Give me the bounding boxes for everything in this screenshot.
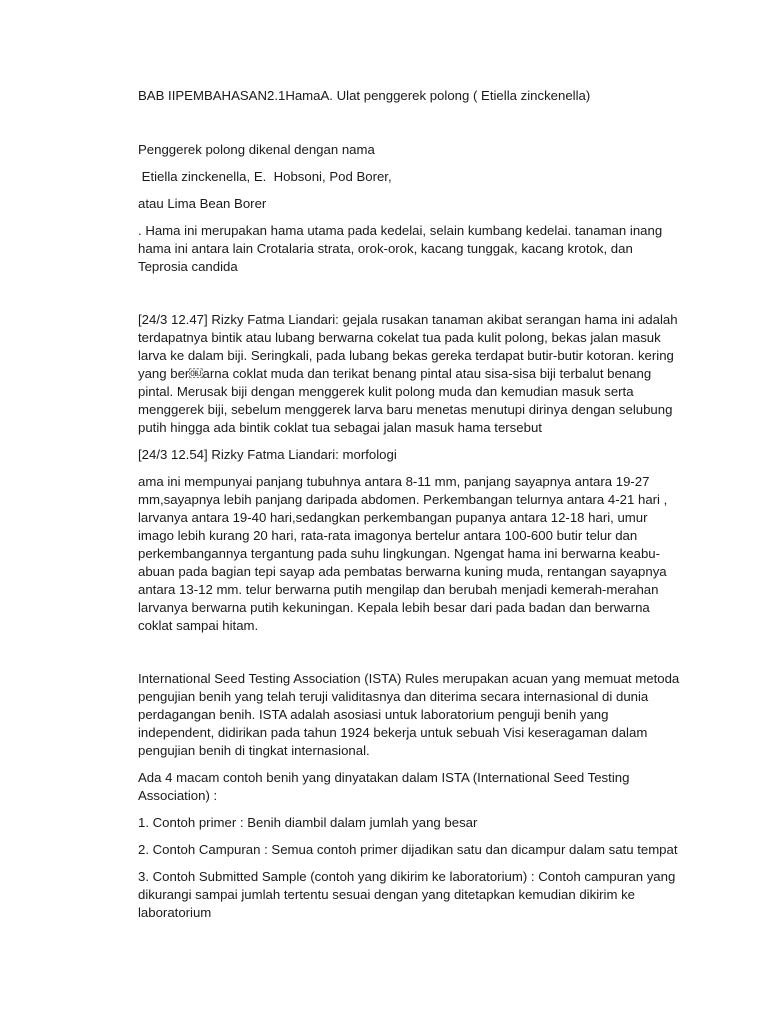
chat-message-morfologi-header: [24/3 12.54] Rizky Fatma Liandari: morfologi bbox=[138, 447, 397, 462]
intro-line-2: Etiella zinckenella, E. Hobsoni, Pod Borer, bbox=[138, 169, 392, 184]
ista-intro: Ada 4 macam contoh benih yang dinyatakan dalam ISTA (International Seed Testing Association) : bbox=[138, 770, 630, 803]
list-item-submitted: 3. Contoh Submitted Sample (contoh yang dikirim ke laboratorium) : Contoh campuran yang dikurangi sampai jumlah tertentu sesuai dengan yang ditetapkan kemudian dikirim ke laboratorium bbox=[138, 869, 676, 920]
list-item-primer: 1. Contoh primer : Benih diambil dalam jumlah yang besar bbox=[138, 815, 478, 830]
ista-paragraph: International Seed Testing Association (ISTA) Rules merupakan acuan yang memuat metoda pengujian benih yang telah teruji validitasnya dan diterima secara internasional di dunia perdagangan benih. ISTA adalah asosiasi untuk laboratorium penguji benih yang independent, didirikan pada tahun 1924 bekerja untuk sebuah Visi keseragaman dalam pengujian benih di tingkat internasional. bbox=[138, 671, 680, 758]
document-page bbox=[138, 87, 683, 931]
document-title: BAB IIPEMBAHASAN2.1HamaA. Ulat penggerek polong ( Etiella zinckenella) bbox=[138, 88, 591, 103]
intro-line-3: atau Lima Bean Borer bbox=[138, 196, 267, 211]
chat-message-symptoms: [24/3 12.47] Rizky Fatma Liandari: gejala rusakan tanaman akibat serangan hama ini adalah terdapatnya bintik atau lubang berwarna cokelat tua pada kulit polong, bekas jalan masuk larva ke dalam biji. Seringkali, pada lubang bekas gereka terdapat butir-butir kotoran. kering yang ber￼arna coklat muda dan terikat benang pintal atau sisa-sisa biji terbalut benang pintal. Merusak biji dengan menggerek kulit polong muda dan kemudian masuk serta menggerek biji, sebelum menggerek larva baru menetas menutupi dirinya dengan selubung putih hingga ada bintik coklat tua sebagai jalan masuk hama tersebut bbox=[138, 312, 678, 435]
host-plants-paragraph: . Hama ini merupakan hama utama pada kedelai, selain kumbang kedelai. tanaman inang hama ini antara lain Crotalaria strata, orok-orok, kacang tunggak, kacang krotok, dan Teprosia candida bbox=[138, 223, 663, 274]
intro-line-1: Penggerek polong dikenal dengan nama bbox=[138, 142, 375, 157]
list-item-campuran: 2. Contoh Campuran : Semua contoh primer dijadikan satu dan dicampur dalam satu tempat bbox=[138, 842, 678, 857]
morfologi-paragraph: ama ini mempunyai panjang tubuhnya antara 8-11 mm, panjang sayapnya antara 19-27 mm,sayapnya lebih panjang daripada abdomen. Perkembangan telurnya antara 4-21 hari , larvanya antara 19-40 hari,sedangkan perkembangan pupanya antara 12-18 hari, umur imago lebih kurang 20 hari, rata-rata imagonya bertelur antara 100-600 butir telur dan perkembangannya tergantung pada suhu lingkungan. Ngengat hama ini berwarna keabu-abuan pada bagian tepi sayap ada pembatas berwarna kuning muda, rentangan sayapnya antara 13-12 mm. telur berwarna putih mengilap dan berubah menjadi kemerah-merahan larvanya berwarna putih kekuningan. Kepala lebih besar dari pada badan dan berwarna coklat sampai hitam. bbox=[138, 474, 668, 633]
